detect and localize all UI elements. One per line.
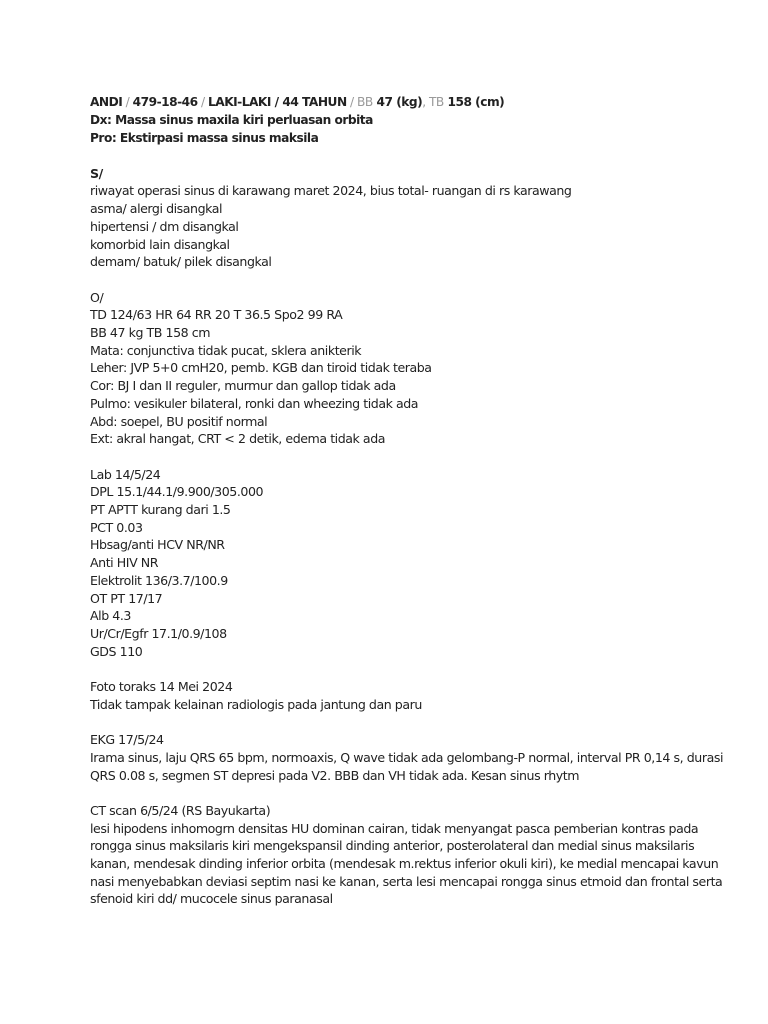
- objective-line: Ext: akral hangat, CRT < 2 detik, edema tidak ada: [90, 431, 386, 447]
- objective-line: Mata: conjunctiva tidak pucat, sklera anikterik: [90, 342, 362, 358]
- subjective-line: komorbid lain disangkal: [90, 236, 230, 252]
- medical-record-number: 479-18-46: [132, 95, 198, 109]
- lab-line: Elektrolit 136/3.7/100.9: [90, 572, 228, 588]
- weight-label: BB: [357, 95, 373, 109]
- lab-line: GDS 110: [90, 643, 143, 659]
- ct-title: CT scan 6/5/24 (RS Bayukarta): [90, 802, 271, 818]
- separator-comma: ,: [422, 95, 429, 109]
- objective-line: TD 124/63 HR 64 RR 20 T 36.5 Spo2 99 RA: [90, 307, 343, 323]
- subjective-line: asma/ alergi disangkal: [90, 201, 223, 217]
- ekg-text: Irama sinus, laju QRS 65 bpm, normoaxis, Q wave tidak ada gelombang-P normal, interval PR 0,14 s, durasi QRS 0.08 s, segmen ST depresi pada V2. BBB dan VH tidak ada. Kesan sinus rhytm: [90, 749, 723, 783]
- subjective-line: hipertensi / dm disangkal: [90, 218, 239, 234]
- clinical-note: [90, 93, 730, 908]
- objective-line: Pulmo: vesikuler bilateral, ronki dan wheezing tidak ada: [90, 395, 419, 411]
- patient-header: [90, 93, 730, 111]
- lab-title: Lab 14/5/24: [90, 466, 161, 482]
- objective-line: BB 47 kg TB 158 cm: [90, 325, 211, 340]
- procedure: Pro: Ekstirpasi massa sinus maksila: [90, 131, 319, 145]
- patient-name: ANDI: [90, 95, 123, 109]
- lab-line: Alb 4.3: [90, 608, 131, 624]
- lab-line: Ur/Cr/Egfr 17.1/0.9/108: [90, 625, 227, 641]
- objective-line: Abd: soepel, BU positif normal: [90, 413, 268, 429]
- objective-title: O/: [90, 289, 104, 305]
- separator: /: [197, 95, 208, 109]
- height-label: TB: [428, 95, 444, 109]
- lab-line: Anti HIV NR: [90, 555, 159, 571]
- diagnosis: Dx: Massa sinus maxila kiri perluasan orbita: [90, 113, 373, 127]
- height-value: 158 (cm): [447, 95, 505, 109]
- subjective-line: demam/ batuk/ pilek disangkal: [90, 254, 272, 270]
- objective-line: Leher: JVP 5+0 cmH20, pemb. KGB dan tiroid tidak teraba: [90, 360, 432, 376]
- lab-line: OT PT 17/17: [90, 590, 163, 606]
- weight-value: 47 (kg): [376, 95, 423, 109]
- gender-age: LAKI-LAKI / 44 TAHUN: [208, 95, 347, 109]
- objective-line: Cor: BJ I dan II reguler, murmur dan gallop tidak ada: [90, 378, 396, 394]
- xray-text: Tidak tampak kelainan radiologis pada jantung dan paru: [90, 696, 422, 712]
- lab-line: Hbsag/anti HCV NR/NR: [90, 537, 225, 553]
- lab-line: DPL 15.1/44.1/9.900/305.000: [90, 484, 264, 500]
- xray-title: Foto toraks 14 Mei 2024: [90, 679, 233, 695]
- ct-text: lesi hipodens inhomogrn densitas HU dominan cairan, tidak menyangat pasca pemberian kontras pada rongga sinus maksilaris kiri mengekspansil dinding anterior, posterolateral dan medial sinus maksilaris kanan, mendesak dinding inferior orbita (mendesak m.rektus inferior okuli kiri), ke medial mencapai kavun nasi menyebabkan deviasi septim nasi ke kanan, serta lesi mencapai rongga sinus etmoid dan frontal serta sfenoid kiri dd/ mucocele sinus paranasal: [90, 820, 723, 907]
- subjective-line: riwayat operasi sinus di karawang maret 2024, bius total- ruangan di rs karawang: [90, 183, 572, 199]
- ekg-title: EKG 17/5/24: [90, 732, 164, 748]
- subjective-title: S/: [90, 165, 103, 181]
- lab-line: PCT 0.03: [90, 519, 143, 535]
- lab-line: PT APTT kurang dari 1.5: [90, 502, 231, 518]
- separator: /: [122, 95, 133, 109]
- separator: /: [346, 95, 358, 109]
